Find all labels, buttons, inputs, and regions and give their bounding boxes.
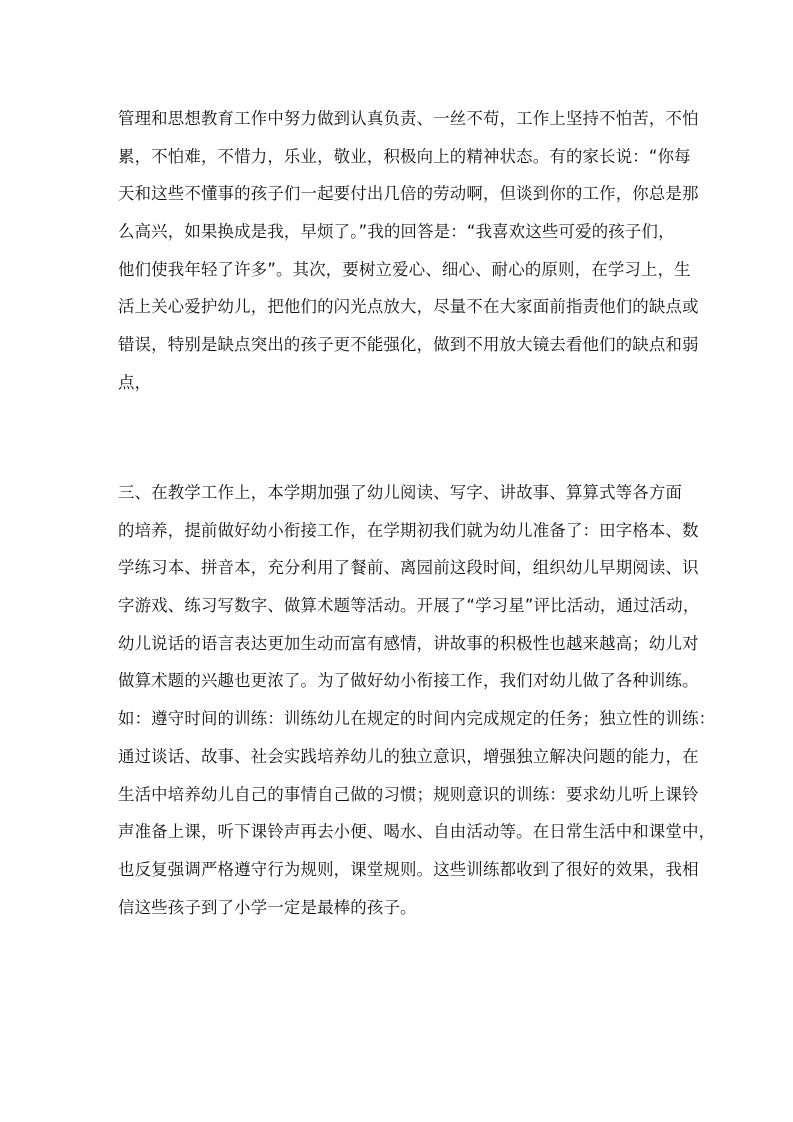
paragraph-line: 点， [118,372,152,392]
paragraph-line: 信这些孩子到了小学一定是最棒的孩子。 [118,897,417,917]
paragraph-line: 做算术题的兴趣也更浓了。为了做好幼小衔接工作，我们对幼儿做了各种训练。 [118,671,699,691]
paragraph-line: 如：遵守时间的训练：训练幼儿在规定的时间内完成规定的任务；独立性的训练： [118,709,716,729]
paragraph-teaching-work [118,474,716,926]
paragraph-line: 通过谈话、故事、社会实践培养幼儿的独立意识，增强独立解决问题的能力，在 [118,746,699,766]
paragraph-line: 字游戏、练习写数字、做算术题等活动。开展了“学习星”评比活动，通过活动， [118,596,700,616]
paragraph-line: 累，不怕难，不惜力，乐业，敬业，积极向上的精神状态。有的家长说：“你每 [118,146,691,166]
paragraph-line: 声准备上课，听下课铃声再去小便、喝水、自由活动等。在日常生活中和课堂中， [118,822,716,842]
paragraph-line: 管理和思想教育工作中努力做到认真负责、一丝不苟，工作上坚持不怕苦，不怕 [118,109,699,128]
paragraph-line: 么高兴，如果换成是我，早烦了。”我的回答是：“我喜欢这些可爱的孩子们， [118,222,675,242]
paragraph-line: 学练习本、拼音本，充分利用了餐前、离园前这段时间，组织幼儿早期阅读、识 [118,558,699,578]
paragraph-line: 的培养，提前做好幼小衔接工作，在学期初我们就为幼儿准备了：田字格本、数 [118,520,699,540]
paragraph-line: 幼儿说话的语言表达更加生动而富有感情，讲故事的积极性也越来越高；幼儿对 [118,633,699,653]
paragraph-line: 他们使我年轻了许多”。其次，要树立爱心、细心、耐心的原则，在学习上，生 [118,259,691,279]
paragraph-work-attitude [118,100,699,402]
paragraph-line: 错误，特别是缺点突出的孩子更不能强化，做到不用放大镜去看他们的缺点和弱 [118,335,699,355]
paragraph-line: 天和这些不懂事的孩子们一起要付出几倍的劳动啊，但谈到你的工作，你总是那 [118,184,699,204]
paragraph-line: 也反复强调严格遵守行为规则，课堂规则。这些训练都收到了很好的效果，我相 [118,859,699,879]
paragraph-line: 三、在教学工作上，本学期加强了幼儿阅读、写字、讲故事、算算式等各方面 [118,483,683,502]
paragraph-line: 活上关心爱护幼儿，把他们的闪光点放大，尽量不在大家面前指责他们的缺点或 [118,297,699,317]
paragraph-line: 生活中培养幼儿自己的事情自己做的习惯；规则意识的训练：要求幼儿听上课铃 [118,784,699,804]
